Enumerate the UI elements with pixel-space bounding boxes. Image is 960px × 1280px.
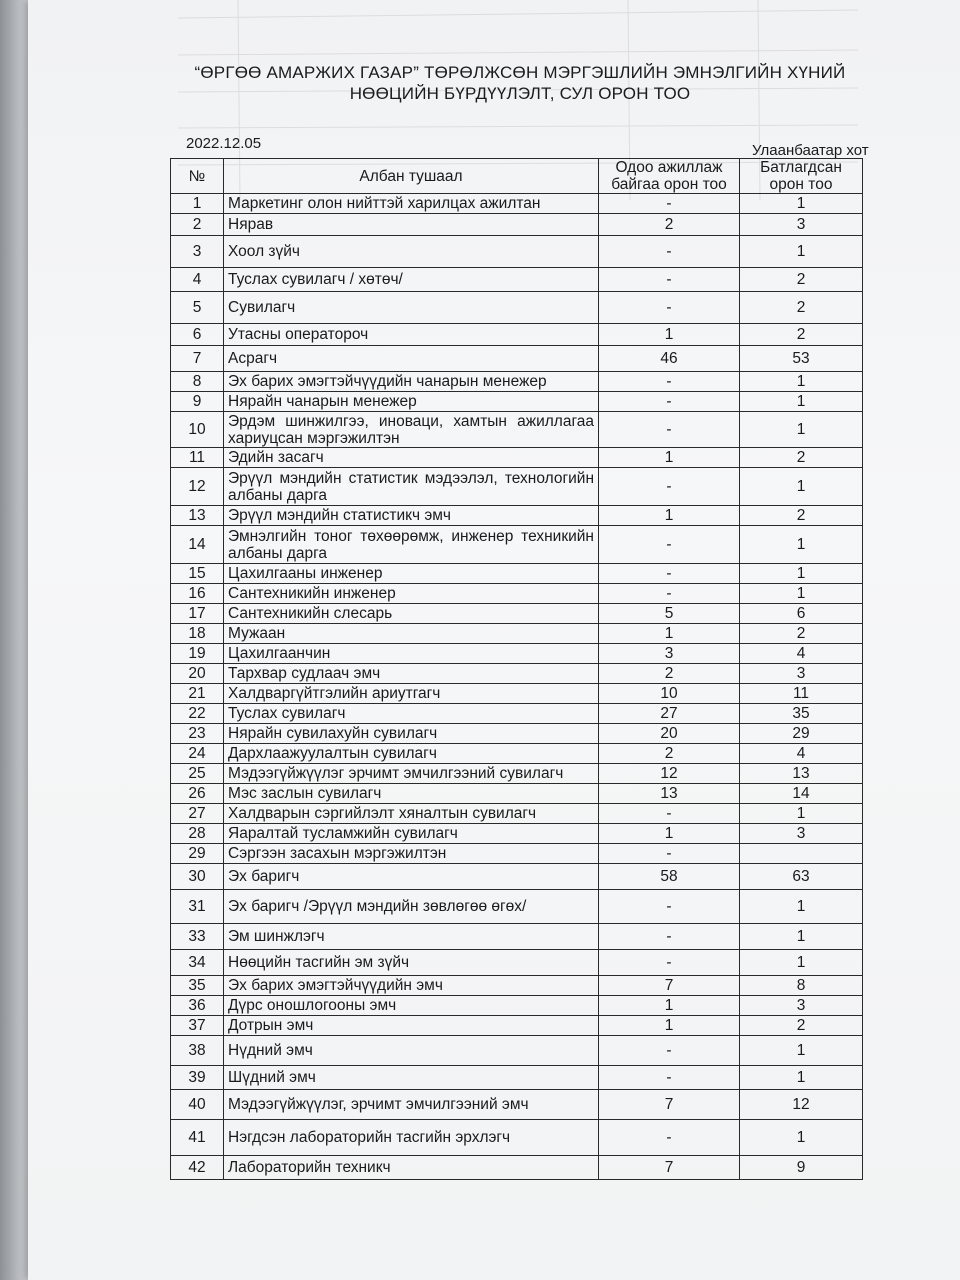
row-position: Эх баригч /Эрүүл мэндийн зөвлөгөө өгөх/ — [224, 890, 599, 924]
table-row — [171, 824, 863, 844]
row-number: 39 — [171, 1066, 224, 1090]
table-row — [171, 804, 863, 824]
row-position: Халдварын сэргийлэлт хяналтын сувилагч — [224, 804, 599, 824]
row-number: 26 — [171, 784, 224, 804]
table-row — [171, 1120, 863, 1156]
row-current-count: - — [599, 844, 740, 864]
header-current-staff: Одоо ажиллаж байгаа орон тоо — [599, 159, 740, 194]
row-number: 42 — [171, 1156, 224, 1180]
row-approved-count: 1 — [740, 412, 863, 448]
table-row — [171, 584, 863, 604]
table-row — [171, 372, 863, 392]
row-number: 5 — [171, 292, 224, 324]
row-current-count: - — [599, 1036, 740, 1066]
row-current-count: - — [599, 584, 740, 604]
staffing-table — [170, 158, 863, 1180]
row-current-count: 27 — [599, 704, 740, 724]
row-approved-count: 63 — [740, 864, 863, 890]
row-approved-count: 3 — [740, 824, 863, 844]
table-row — [171, 996, 863, 1016]
row-number: 11 — [171, 448, 224, 468]
row-approved-count: 1 — [740, 1066, 863, 1090]
row-position: Мэс заслын сувилагч — [224, 784, 599, 804]
row-number: 31 — [171, 890, 224, 924]
row-position: Нөөцийн тасгийн эм зүйч — [224, 950, 599, 976]
document-title-line-1: “ӨРГӨӨ АМАРЖИХ ГАЗАР” ТӨРӨЛЖСӨН МЭРГЭШЛИЙН ЭМНЭЛГИЙН ХҮНИЙ — [194, 63, 846, 82]
table-row — [171, 684, 863, 704]
table-row — [171, 644, 863, 664]
row-number: 10 — [171, 412, 224, 448]
row-number: 27 — [171, 804, 224, 824]
row-current-count: - — [599, 564, 740, 584]
row-approved-count: 1 — [740, 890, 863, 924]
row-approved-count: 4 — [740, 744, 863, 764]
row-approved-count: 9 — [740, 1156, 863, 1180]
table-row — [171, 1016, 863, 1036]
row-number: 28 — [171, 824, 224, 844]
row-approved-count: 2 — [740, 268, 863, 292]
table-row — [171, 1066, 863, 1090]
row-number: 18 — [171, 624, 224, 644]
row-number: 37 — [171, 1016, 224, 1036]
row-approved-count: 2 — [740, 448, 863, 468]
table-row — [171, 784, 863, 804]
row-position: Мэдээгүйжүүлэг, эрчимт эмчилгээний эмч — [224, 1090, 599, 1120]
row-position: Мужаан — [224, 624, 599, 644]
row-approved-count: 3 — [740, 664, 863, 684]
row-position: Хоол зүйч — [224, 236, 599, 268]
table-row — [171, 392, 863, 412]
row-approved-count: 11 — [740, 684, 863, 704]
table-row — [171, 506, 863, 526]
row-position: Нярайн сувилахуйн сувилагч — [224, 724, 599, 744]
row-current-count: - — [599, 372, 740, 392]
row-position: Дотрын эмч — [224, 1016, 599, 1036]
table-row — [171, 236, 863, 268]
row-approved-count — [740, 844, 863, 864]
row-current-count: - — [599, 1120, 740, 1156]
row-current-count: - — [599, 924, 740, 950]
row-approved-count: 4 — [740, 644, 863, 664]
row-approved-count: 6 — [740, 604, 863, 624]
row-current-count: 10 — [599, 684, 740, 704]
table-row — [171, 664, 863, 684]
row-approved-count: 1 — [740, 468, 863, 506]
table-row — [171, 976, 863, 996]
row-position: Нярав — [224, 214, 599, 236]
row-current-count: 1 — [599, 506, 740, 526]
row-current-count: - — [599, 804, 740, 824]
table-row — [171, 526, 863, 564]
row-current-count: 2 — [599, 744, 740, 764]
row-position: Эх барих эмэгтэйчүүдийн эмч — [224, 976, 599, 996]
row-position: Эм шинжлэгч — [224, 924, 599, 950]
row-current-count: 2 — [599, 214, 740, 236]
row-current-count: 20 — [599, 724, 740, 744]
row-position: Маркетинг олон нийттэй харилцах ажилтан — [224, 194, 599, 214]
row-position: Нярайн чанарын менежер — [224, 392, 599, 412]
row-current-count: 1 — [599, 824, 740, 844]
row-current-count: 5 — [599, 604, 740, 624]
row-number: 3 — [171, 236, 224, 268]
row-approved-count: 1 — [740, 236, 863, 268]
row-number: 38 — [171, 1036, 224, 1066]
row-position: Эмнэлгийн тоног төхөөрөмж, инженер техникийн албаны дарга — [224, 526, 599, 564]
row-position: Эрдэм шинжилгээ, иноваци, хамтын ажиллагаа хариуцсан мэргэжилтэн — [224, 412, 599, 448]
row-approved-count: 8 — [740, 976, 863, 996]
table-row — [171, 624, 863, 644]
row-position: Сэргээн засахын мэргэжилтэн — [224, 844, 599, 864]
row-position: Нэгдсэн лабораторийн тасгийн эрхлэгч — [224, 1120, 599, 1156]
table-row — [171, 1156, 863, 1180]
row-number: 7 — [171, 346, 224, 372]
row-approved-count: 13 — [740, 764, 863, 784]
desk-background — [0, 0, 30, 1280]
row-approved-count: 12 — [740, 1090, 863, 1120]
row-approved-count: 14 — [740, 784, 863, 804]
table-row — [171, 1036, 863, 1066]
row-approved-count: 3 — [740, 214, 863, 236]
table-row — [171, 324, 863, 346]
row-current-count: - — [599, 890, 740, 924]
row-current-count: 3 — [599, 644, 740, 664]
row-number: 29 — [171, 844, 224, 864]
row-number: 30 — [171, 864, 224, 890]
row-current-count: 2 — [599, 664, 740, 684]
table-row — [171, 704, 863, 724]
row-approved-count: 1 — [740, 950, 863, 976]
row-number: 1 — [171, 194, 224, 214]
row-approved-count: 1 — [740, 526, 863, 564]
row-number: 17 — [171, 604, 224, 624]
row-number: 23 — [171, 724, 224, 744]
row-number: 13 — [171, 506, 224, 526]
row-number: 34 — [171, 950, 224, 976]
row-current-count: 1 — [599, 324, 740, 346]
row-approved-count: 1 — [740, 924, 863, 950]
row-position: Эдийн засагч — [224, 448, 599, 468]
row-current-count: 58 — [599, 864, 740, 890]
row-approved-count: 2 — [740, 292, 863, 324]
table-row — [171, 268, 863, 292]
row-current-count: 1 — [599, 624, 740, 644]
row-number: 35 — [171, 976, 224, 996]
table-row — [171, 412, 863, 448]
row-current-count: - — [599, 194, 740, 214]
row-current-count: 1 — [599, 448, 740, 468]
row-number: 20 — [171, 664, 224, 684]
table-row — [171, 950, 863, 976]
row-position: Эрүүл мэндийн статистикч эмч — [224, 506, 599, 526]
row-position: Эрүүл мэндийн статистик мэдээлэл, технологийн албаны дарга — [224, 468, 599, 506]
row-current-count: - — [599, 292, 740, 324]
row-approved-count: 2 — [740, 624, 863, 644]
row-position: Лабораторийн техникч — [224, 1156, 599, 1180]
row-approved-count: 1 — [740, 372, 863, 392]
row-position: Цахилгааны инженер — [224, 564, 599, 584]
table-row — [171, 448, 863, 468]
row-approved-count: 35 — [740, 704, 863, 724]
row-current-count: - — [599, 468, 740, 506]
row-number: 36 — [171, 996, 224, 1016]
row-position: Утасны оператороч — [224, 324, 599, 346]
row-approved-count: 1 — [740, 804, 863, 824]
table-row — [171, 604, 863, 624]
table-row — [171, 564, 863, 584]
row-number: 12 — [171, 468, 224, 506]
row-number: 41 — [171, 1120, 224, 1156]
header-number: № — [171, 159, 224, 194]
table-row — [171, 924, 863, 950]
row-number: 9 — [171, 392, 224, 412]
table-row — [171, 844, 863, 864]
row-current-count: 7 — [599, 976, 740, 996]
row-position: Мэдээгүйжүүлэг эрчимт эмчилгээний сувилагч — [224, 764, 599, 784]
row-current-count: 46 — [599, 346, 740, 372]
row-number: 33 — [171, 924, 224, 950]
row-position: Эх барих эмэгтэйчүүдийн чанарын менежер — [224, 372, 599, 392]
row-current-count: - — [599, 1066, 740, 1090]
row-approved-count: 2 — [740, 1016, 863, 1036]
row-current-count: - — [599, 950, 740, 976]
row-current-count: - — [599, 392, 740, 412]
table-row — [171, 194, 863, 214]
table-row — [171, 744, 863, 764]
row-number: 22 — [171, 704, 224, 724]
row-current-count: - — [599, 236, 740, 268]
row-number: 16 — [171, 584, 224, 604]
row-position: Сувилагч — [224, 292, 599, 324]
row-current-count: 7 — [599, 1090, 740, 1120]
row-current-count: 1 — [599, 996, 740, 1016]
document-place: Улаанбаатар хот — [752, 142, 869, 159]
row-current-count: - — [599, 268, 740, 292]
row-position: Тархвар судлаач эмч — [224, 664, 599, 684]
table-row — [171, 724, 863, 744]
row-approved-count: 1 — [740, 194, 863, 214]
row-position: Дархлаажуулалтын сувилагч — [224, 744, 599, 764]
row-number: 6 — [171, 324, 224, 346]
table-row — [171, 346, 863, 372]
row-current-count: 1 — [599, 1016, 740, 1036]
row-approved-count: 1 — [740, 564, 863, 584]
row-number: 15 — [171, 564, 224, 584]
row-position: Асрагч — [224, 346, 599, 372]
row-approved-count: 1 — [740, 1120, 863, 1156]
row-number: 25 — [171, 764, 224, 784]
row-approved-count: 1 — [740, 584, 863, 604]
row-position: Шүдний эмч — [224, 1066, 599, 1090]
row-approved-count: 2 — [740, 506, 863, 526]
row-current-count: 7 — [599, 1156, 740, 1180]
document-title-line-2: НӨӨЦИЙН БҮРДҮҮЛЭЛТ, СУЛ ОРОН ТОО — [349, 84, 691, 103]
row-number: 21 — [171, 684, 224, 704]
table-row — [171, 890, 863, 924]
header-approved-staff: Батлагдсан орон тоо — [740, 159, 863, 194]
row-position: Дүрс оношлогооны эмч — [224, 996, 599, 1016]
row-position: Сантехникийн инженер — [224, 584, 599, 604]
row-current-count: 13 — [599, 784, 740, 804]
row-number: 19 — [171, 644, 224, 664]
header-position: Албан тушаал — [224, 159, 599, 194]
row-approved-count: 2 — [740, 324, 863, 346]
table-row — [171, 214, 863, 236]
row-position: Нүдний эмч — [224, 1036, 599, 1066]
row-number: 8 — [171, 372, 224, 392]
table-row — [171, 764, 863, 784]
row-approved-count: 53 — [740, 346, 863, 372]
row-number: 14 — [171, 526, 224, 564]
row-approved-count: 29 — [740, 724, 863, 744]
row-position: Яаралтай тусламжийн сувилагч — [224, 824, 599, 844]
row-position: Эх баригч — [224, 864, 599, 890]
row-number: 4 — [171, 268, 224, 292]
table-row — [171, 468, 863, 506]
document-date: 2022.12.05 — [186, 135, 262, 152]
table-row — [171, 1090, 863, 1120]
row-approved-count: 1 — [740, 392, 863, 412]
row-position: Туслах сувилагч — [224, 704, 599, 724]
row-current-count: 12 — [599, 764, 740, 784]
row-number: 24 — [171, 744, 224, 764]
row-position: Туслах сувилагч / хөтөч/ — [224, 268, 599, 292]
row-approved-count: 1 — [740, 1036, 863, 1066]
table-row — [171, 864, 863, 890]
row-position: Цахилгаанчин — [224, 644, 599, 664]
row-number: 40 — [171, 1090, 224, 1120]
row-position: Халдваргүйтгэлийн ариутгагч — [224, 684, 599, 704]
row-current-count: - — [599, 412, 740, 448]
table-row — [171, 292, 863, 324]
row-number: 2 — [171, 214, 224, 236]
table-header-row — [171, 159, 863, 194]
row-position: Сантехникийн слесарь — [224, 604, 599, 624]
row-approved-count: 3 — [740, 996, 863, 1016]
row-current-count: - — [599, 526, 740, 564]
